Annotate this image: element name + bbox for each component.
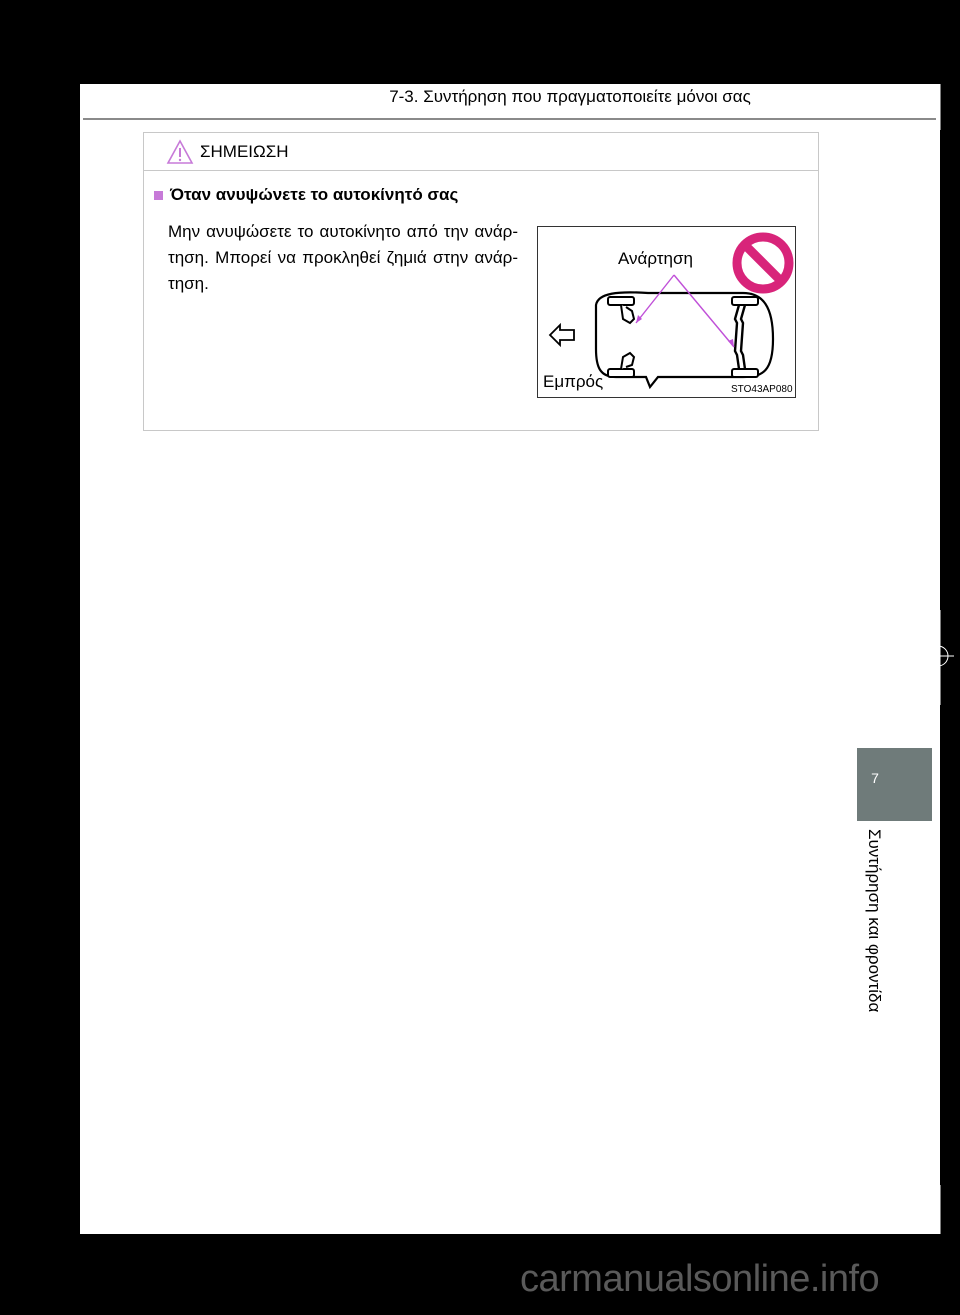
front-label: Εμπρός xyxy=(543,372,604,391)
chapter-title: Συντήρηση και φροντίδα xyxy=(865,829,884,1013)
notice-body-text: Μην ανυψώσετε το αυτοκίνητο από την ανάρ-τηση. Μπορεί να προκληθεί ζημιά στην ανάρ-τηση. xyxy=(168,222,518,293)
page-header-title: 7-3. Συντήρηση που πραγματοποιείτε μόνοι σας xyxy=(389,87,751,106)
suspension-label: Ανάρτηση xyxy=(618,249,693,268)
chapter-title-vertical xyxy=(864,829,884,1019)
chapter-tab xyxy=(857,748,932,821)
chapter-number: 7 xyxy=(871,770,879,786)
figure-code: STO43AP080 xyxy=(731,384,793,395)
notice-label: ΣΗΜΕΙΩΣΗ xyxy=(200,142,289,161)
notice-heading: Όταν ανυψώνετε το αυτοκίνητό σας xyxy=(170,185,459,204)
watermark-url: carmanualsonline.info xyxy=(520,1258,880,1300)
